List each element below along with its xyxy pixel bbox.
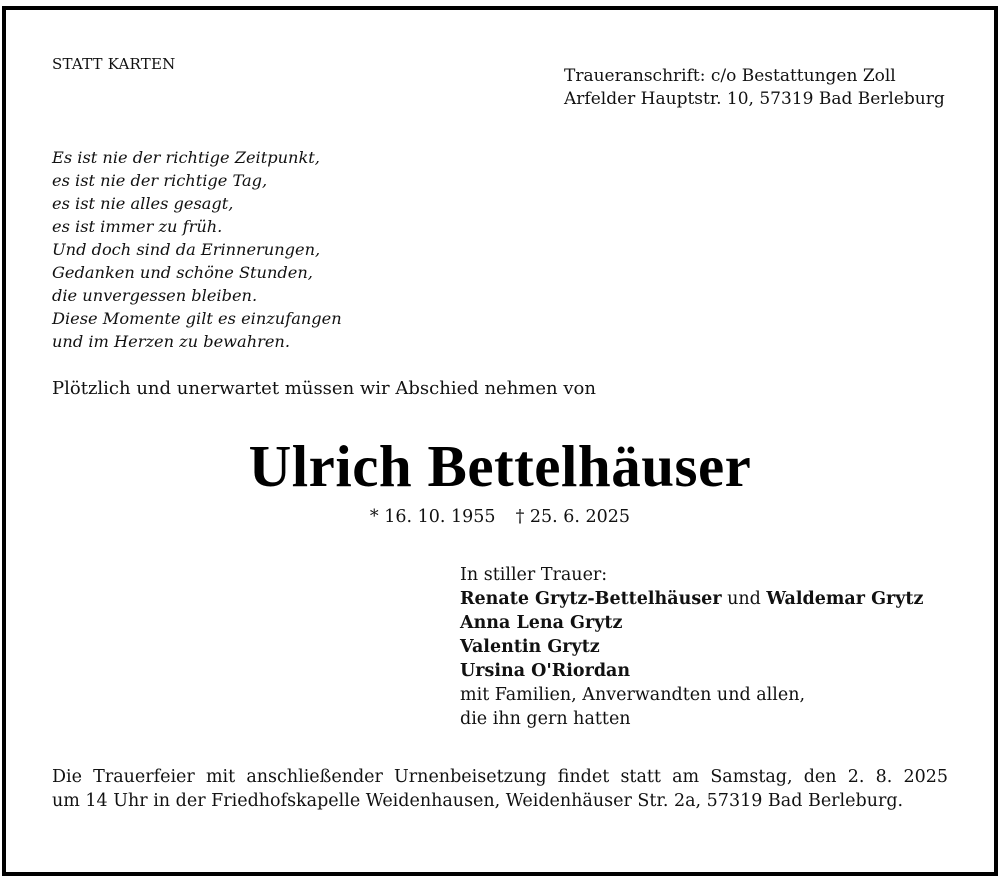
mourner-line (460, 611, 923, 635)
statt-karten-label: STATT KARTEN (52, 55, 176, 73)
birth-date: * 16. 10. 1955 (369, 507, 496, 527)
mourners-block (460, 563, 923, 731)
funeral-info (52, 765, 948, 813)
mourner-line (460, 587, 923, 611)
mourners-heading: In stiller Trauer: (460, 565, 608, 585)
poem-line: Und doch sind da Erinnerungen, (52, 240, 321, 259)
mourner-name: Valentin Grytz (460, 637, 600, 657)
obituary-notice (2, 6, 998, 876)
poem-line: Gedanken und schöne Stunden, (52, 263, 313, 282)
mourner-line (460, 659, 923, 683)
connector-text: und (721, 589, 767, 609)
death-date: † 25. 6. 2025 (515, 507, 631, 527)
mourning-address (564, 65, 945, 111)
poem-line: es ist nie der richtige Tag, (52, 171, 268, 190)
mourners-closing-1: mit Familien, Anverwandten und allen, (460, 685, 806, 705)
poem-line: Es ist nie der richtige Zeitpunkt, (52, 148, 320, 167)
mourner-name: Renate Grytz-Bettelhäuser (460, 589, 722, 609)
poem-line: Diese Momente gilt es einzufangen (52, 309, 342, 328)
poem-line: und im Herzen zu bewahren. (52, 332, 291, 351)
funeral-line-2: um 14 Uhr in der Friedhofskapelle Weidenhausen, Weidenhäuser Str. 2a, 57319 Bad Berleburg. (52, 791, 904, 811)
poem-line: es ist immer zu früh. (52, 217, 223, 236)
poem-line: es ist nie alles gesagt, (52, 194, 234, 213)
poem (52, 146, 342, 353)
mourner-name: Waldemar Grytz (766, 589, 924, 609)
life-dates (6, 507, 994, 527)
address-line-2: Arfelder Hauptstr. 10, 57319 Bad Berleburg (564, 89, 945, 109)
funeral-line-1: Die Trauerfeier mit anschließender Urnenbeisetzung findet statt am Samstag, den 2. 8. 2025 (52, 767, 948, 787)
mourners-closing-2: die ihn gern hatten (460, 709, 631, 729)
intro-text: Plötzlich und unerwartet müssen wir Abschied nehmen von (52, 378, 596, 399)
poem-line: die unvergessen bleiben. (52, 286, 258, 305)
deceased-name: Ulrich Bettelhäuser (248, 433, 752, 499)
address-line-1: Traueranschrift: c/o Bestattungen Zoll (564, 66, 896, 86)
mourner-line (460, 635, 923, 659)
mourner-name: Anna Lena Grytz (460, 613, 623, 633)
mourner-name: Ursina O'Riordan (460, 661, 631, 681)
